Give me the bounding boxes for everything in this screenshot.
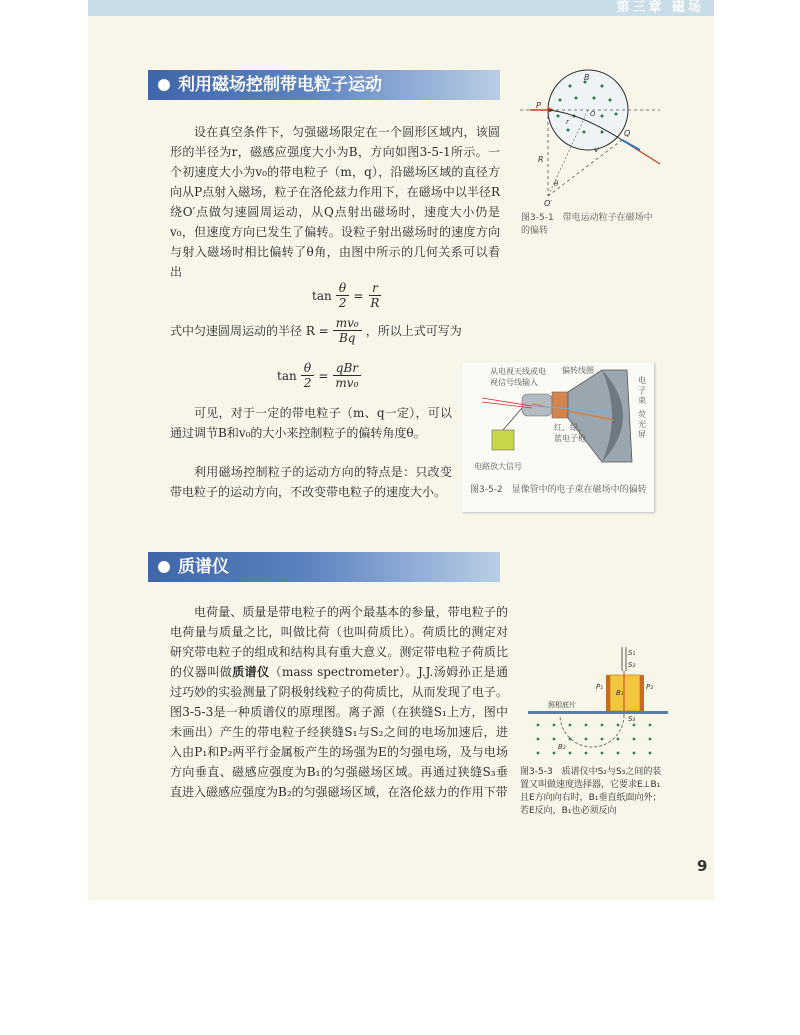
bullet-icon (158, 79, 170, 91)
label-coil: 偏转线圈 (562, 366, 594, 375)
svg-text:θ: θ (554, 180, 559, 188)
figure-3-caption: 图3-5-3 质谱仪中S₂与S₃之间的装置又叫做速度选择器，它要求E⊥B₁且E方向向右时，B₁垂直纸面向外；若E反向，B₁也必须反向 (520, 767, 662, 816)
paragraph-4: 利用磁场控制粒子的运动方向的特点是：只改变带电粒子的运动方向，不改变带电粒子的速度大小。 (170, 465, 452, 499)
label-screen: 荧光屏 (638, 410, 646, 439)
equation-2-line: 式中匀速圆周运动的半径 R = $\frac{\text{mv₀}}{Bq}$ ，所以上式可写为 (170, 316, 462, 345)
label-amplifier: 电路放大信号 (474, 462, 522, 471)
svg-text:Q: Q (624, 129, 631, 138)
equation-1: tan $\frac{\theta}{2}$ = $\frac{r}{R}$ (312, 281, 380, 310)
page-header (88, 0, 714, 16)
svg-text:B₂: B₂ (558, 743, 566, 751)
figure-mass-spectrometer (518, 645, 668, 763)
svg-text:S₃: S₃ (628, 715, 636, 723)
svg-text:P₁: P₁ (596, 683, 604, 691)
svg-text:O′: O′ (544, 199, 553, 208)
svg-text:R: R (538, 155, 544, 164)
svg-text:B₁: B₁ (616, 689, 624, 697)
svg-text:O: O (590, 110, 596, 118)
figure-2-caption: 图3-5-2 显像管中的电子束在磁场中的偏转 (470, 485, 647, 495)
equation-3: tan $\frac{\theta}{2}$ = $\frac{\text{qBr}}{\text{mv₀}}$ (277, 361, 361, 390)
svg-text:S₁: S₁ (628, 649, 636, 657)
figure-magnetic-deflection (510, 68, 670, 210)
section-heading-2 (148, 552, 500, 582)
paragraph-3: 可见，对于一定的带电粒子（m、q一定），可以通过调节B和v₀的大小来控制粒子的偏转角度θ。 (170, 406, 452, 440)
svg-text:B: B (584, 73, 590, 82)
paragraph-5: 电荷量、质量是带电粒子的两个最基本的参量，带电粒子的电荷量与质量之比，叫做比荷（也叫荷质比）。荷质比的测定对研究带电粒子的组成和结构具有重大意义。测定带电粒子荷质比的仪器叫做质谱仪（mass spectrometer）。J.J.汤姆孙正是通过巧妙的实验测量了阴极射线粒子的荷质比，从而发现了电子。图3-5-3是一种质谱仪的原理图。离子源（在狭缝S₁上方，图中未画出）产生的带电粒子经狭缝S₁与S₂之间的电场加速后，进入由P₁和P₂两平行金属板产生的场强为E的匀强电场，及与电场方向垂直、磁感应强度为B₁的匀强磁场区域。再通过狭缝S₃垂直进入磁感应强度为B₂的匀强磁场区域，在洛伦兹力的作用下带 (170, 605, 508, 799)
figure-crt-tube (462, 362, 654, 512)
svg-text:S₂: S₂ (628, 661, 636, 669)
label-signal-input: 从电视天线或电 视信号线输入 (490, 367, 546, 387)
keyword-mass-spectrometer: 质谱仪 (232, 665, 270, 679)
svg-text:照相底片: 照相底片 (548, 701, 576, 709)
svg-text:P₂: P₂ (646, 683, 654, 691)
svg-text:v: v (594, 145, 599, 154)
page-number: 9 (697, 857, 708, 875)
label-beam: 电子束 (638, 376, 646, 405)
svg-text:r: r (566, 118, 569, 126)
section-title-1: 利用磁场控制带电粒子运动 (178, 75, 382, 95)
svg-text:P: P (536, 101, 541, 110)
paragraph-1: 设在真空条件下，匀强磁场限定在一个圆形区域内，该圆形的半径为r，磁感应强度大小为B，方向如图3-5-1所示。一个初速度大小为v₀的带电粒子（m，q），沿磁场区域的直径方向从P点射入磁场，粒子在洛伦兹力作用下，在磁场中以半径R绕O′点做匀速圆周运动，从Q点射出磁场时，速度大小仍是v₀，但速度方向已发生了偏转。设粒子射出磁场时的速度方向与射入磁场时相比偏转了θ角，由图中所示的几何关系可以看出 (170, 125, 500, 279)
chapter-title: 第三章 磁场 (616, 0, 704, 15)
bullet-icon (158, 561, 170, 573)
label-guns: 红、绿、 蓝电子枪 (554, 423, 586, 443)
section-heading-1 (148, 70, 500, 100)
section-title-2: 质谱仪 (178, 557, 229, 577)
figure-1-caption: 图3-5-1 带电运动粒子在磁场中的偏转 (521, 213, 653, 236)
